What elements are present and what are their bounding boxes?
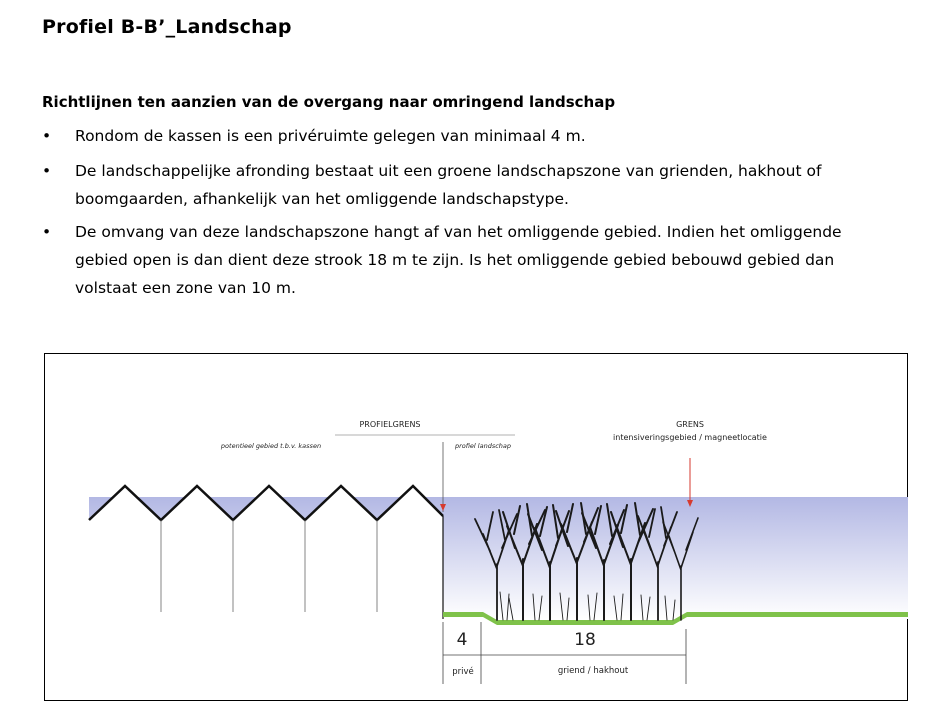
page-title: Profiel B-B’_Landschap — [42, 16, 292, 38]
bullet-icon: • — [42, 127, 52, 145]
list-item-text: gebied open is dan dient deze strook 18 m te zijn. Is het omliggende gebied bebouwd gebied dan — [75, 251, 835, 269]
list-item-text: De omvang van deze landschapszone hangt af van het omliggende gebied. Indien het omliggende — [75, 223, 842, 241]
bullet-icon: • — [42, 223, 52, 241]
list-item-text: volstaat een zone van 10 m. — [75, 279, 296, 297]
dimension-18: 18 — [574, 630, 596, 650]
profielgrens-label: PROFIELGRENS — [359, 420, 421, 429]
right-annotation: profiel landschap — [454, 442, 512, 450]
grens-sublabel: intensiveringsgebied / magneetlocatie — [613, 433, 767, 442]
section-heading: Richtlijnen ten aanzien van de overgang naar omringend landschap — [42, 93, 616, 111]
list-item-text: boomgaarden, afhankelijk van het omliggende landschapstype. — [75, 190, 569, 208]
grens-label: GRENS — [676, 420, 704, 429]
list-item-text: De landschappelijke afronding bestaat uit een groene landschapszone van grienden, hakhout of — [75, 162, 822, 180]
label-prive: privé — [452, 667, 474, 677]
label-griend: griend / hakhout — [557, 666, 629, 676]
dimension-4: 4 — [456, 630, 468, 650]
bullet-icon: • — [42, 162, 52, 180]
left-annotation: potentieel gebied t.b.v. kassen — [220, 442, 322, 450]
list-item-text: Rondom de kassen is een privéruimte gelegen van minimaal 4 m. — [75, 127, 586, 145]
profile-section-figure — [44, 353, 908, 701]
